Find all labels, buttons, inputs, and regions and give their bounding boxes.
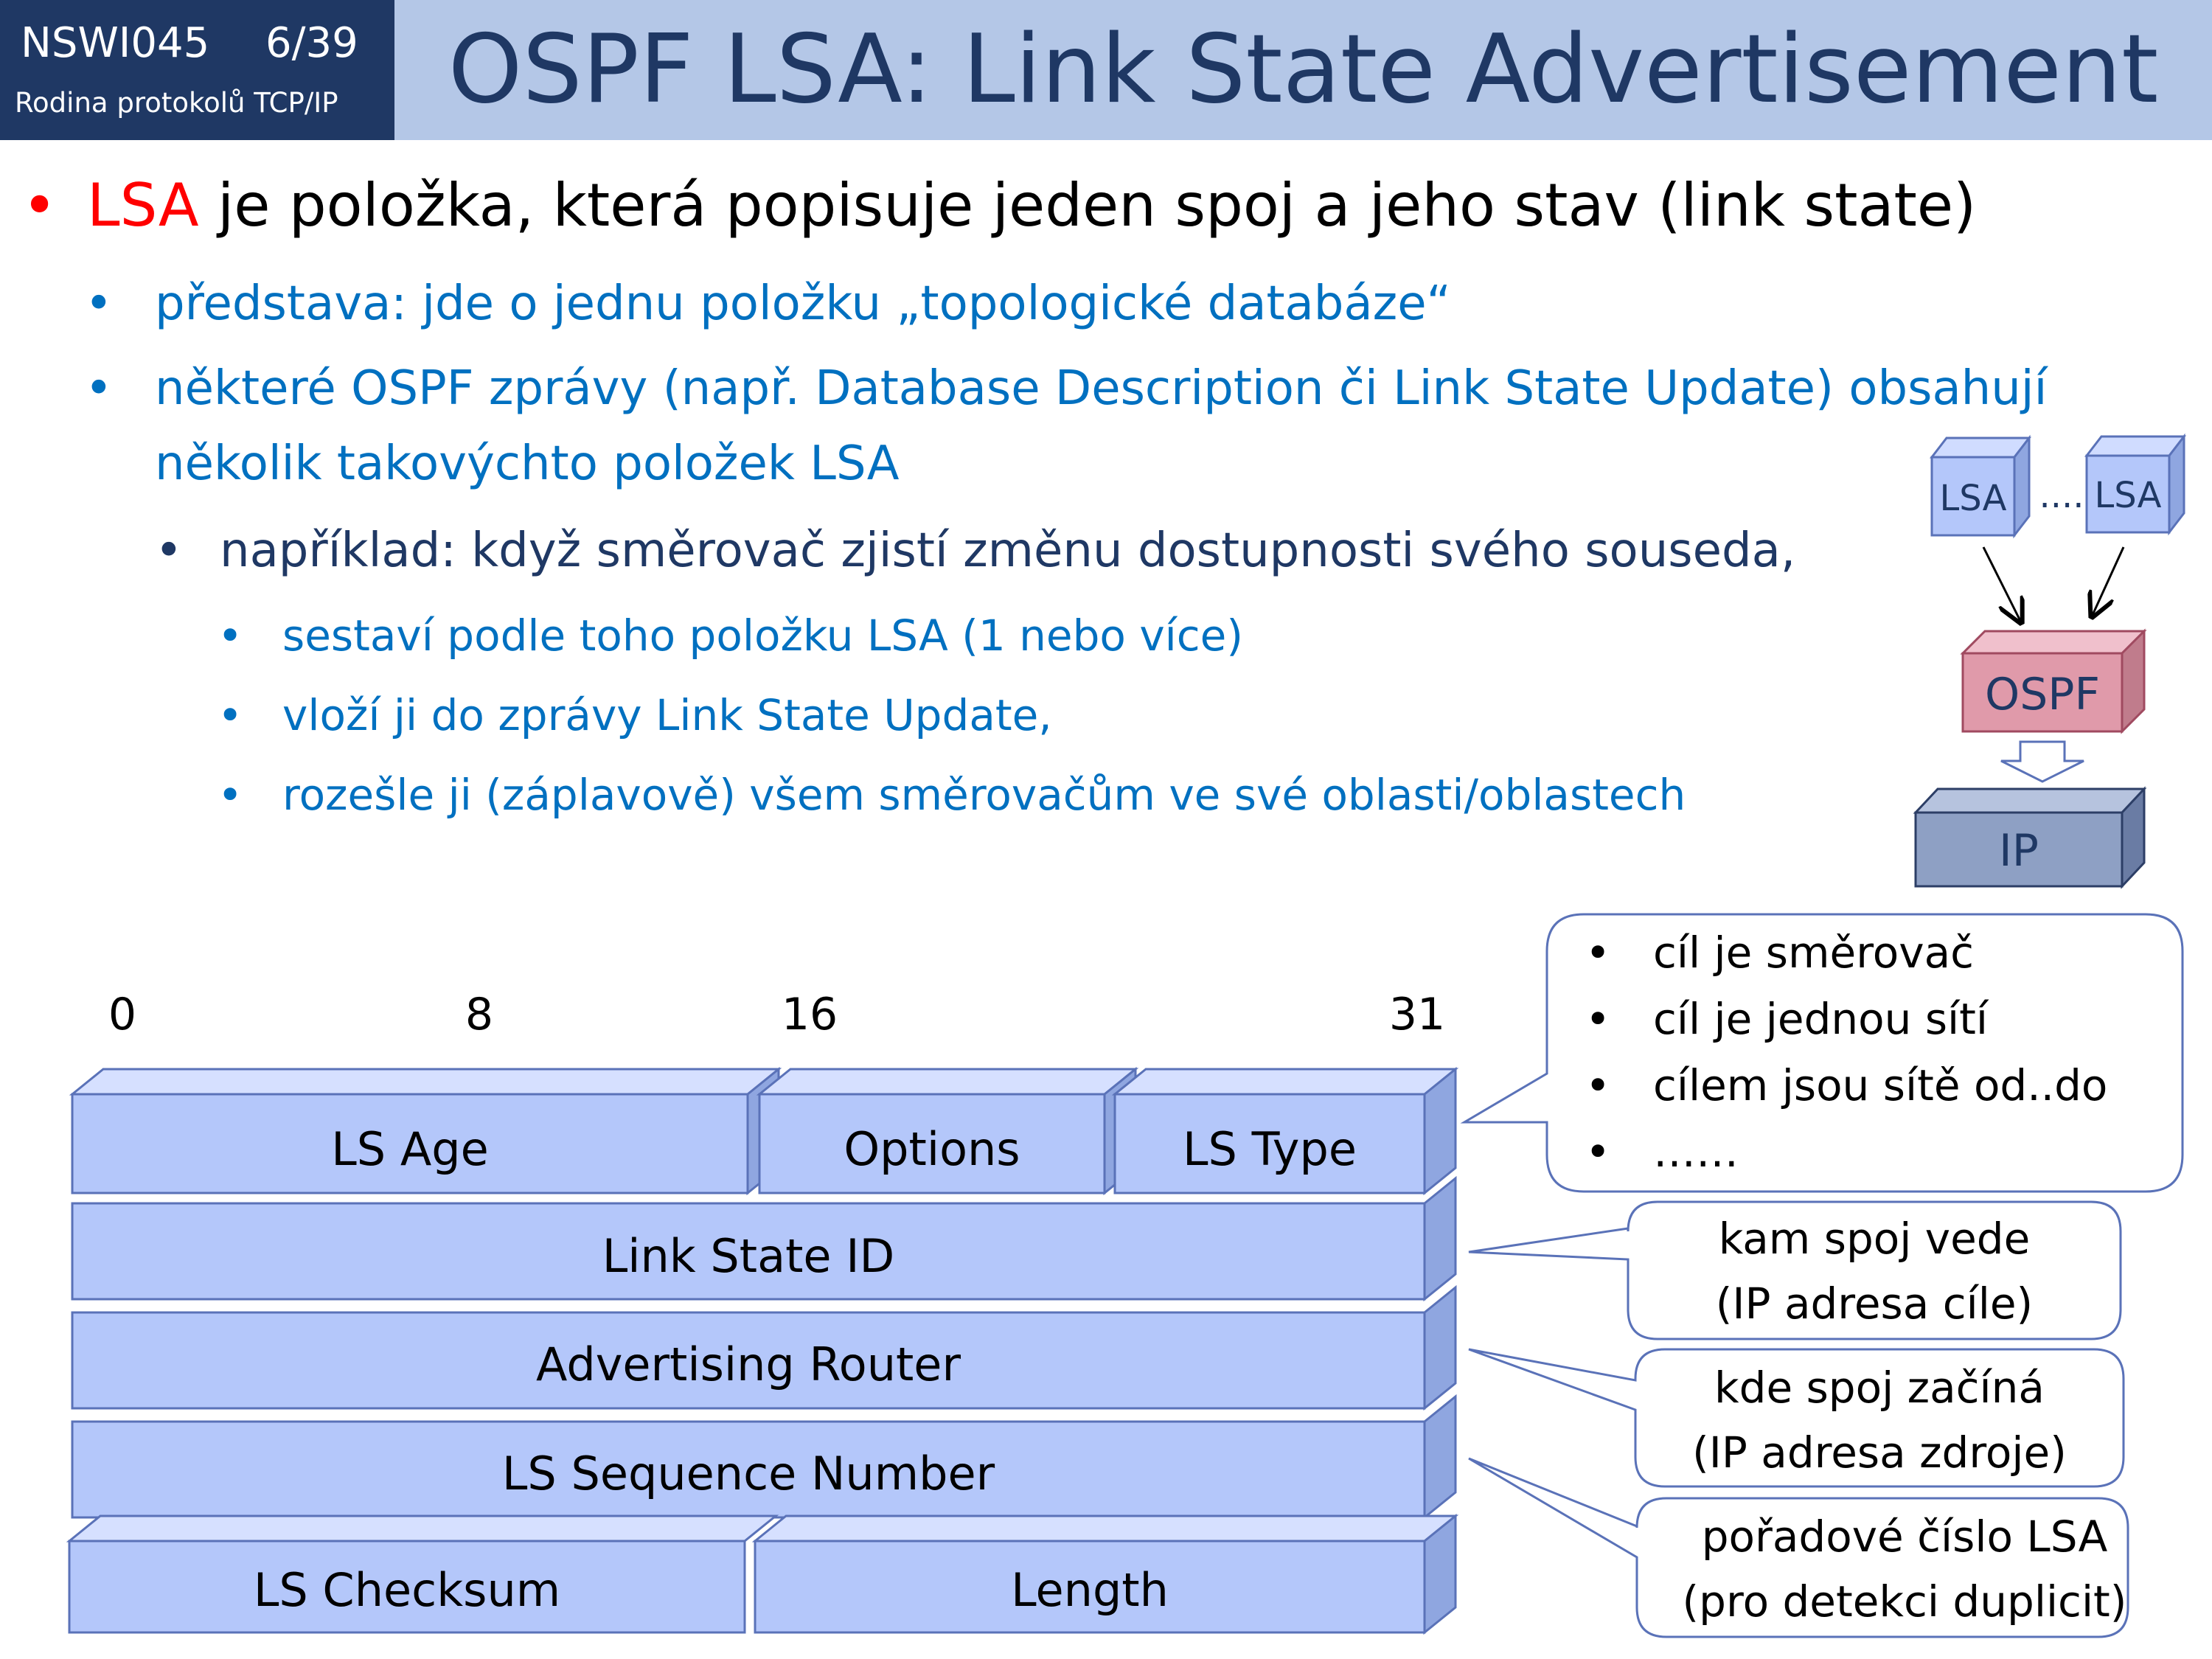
svg-text:(IP adresa zdroje): (IP adresa zdroje) — [1692, 1427, 2067, 1478]
lsa-box-left — [1932, 438, 2029, 535]
field-options — [759, 1069, 1135, 1193]
ip-label: IP — [1999, 825, 2039, 877]
callout-ls-type — [1464, 914, 2183, 1192]
bit-label-31: 31 — [1388, 989, 1446, 1040]
bullet-text: představa: jde o jednu položku „topologické databáze“ — [155, 276, 1451, 331]
bullet-text: je položka, která popisuje jeden spoj a jeho stav (link state) — [198, 171, 1977, 240]
field-length — [755, 1516, 1455, 1632]
lsa-highlight: LSA — [87, 171, 199, 240]
svg-text:•: • — [1585, 1127, 1611, 1177]
bullet-text: rozešle ji (záplavově) všem směrovačům ve své oblasti/oblastech — [282, 770, 1686, 820]
bullet-dot: • — [218, 770, 243, 820]
course-code: NSWI045 — [21, 19, 210, 67]
ospf-label: OSPF — [1984, 669, 2101, 720]
callout-advertising-router — [1469, 1349, 2124, 1486]
field-link-state-id — [72, 1178, 1455, 1299]
arrow-lsa-right-to-ospf — [2093, 547, 2124, 615]
svg-text:Advertising Router: Advertising Router — [536, 1338, 961, 1391]
course-subtitle: Rodina protokolů TCP/IP — [15, 87, 338, 119]
lsa-dots: .... — [2039, 475, 2084, 516]
bit-label-16: 16 — [781, 989, 838, 1040]
bullet-text: některé OSPF zprávy (např. Database Description či Link State Update) obsahují — [155, 361, 2048, 416]
ip-box — [1916, 789, 2144, 886]
bullet-dot: • — [22, 171, 58, 240]
field-ls-age — [72, 1069, 779, 1193]
svg-text:kde spoj začíná: kde spoj začíná — [1714, 1363, 2045, 1413]
bullet-text: například: když směrovač zjistí změnu dostupnosti svého souseda, — [220, 524, 1796, 578]
svg-text:(pro detekci duplicit): (pro detekci duplicit) — [1682, 1576, 2127, 1627]
callout-link-state-id — [1469, 1202, 2121, 1339]
svg-text:•: • — [1585, 1060, 1611, 1110]
bullet-dot: • — [218, 690, 243, 740]
svg-text:•: • — [1585, 994, 1611, 1044]
callout-type-item: cíl je jednou sítí — [1653, 994, 1989, 1044]
page-title: OSPF LSA: Link State Advertisement — [448, 15, 2159, 125]
bullet-continuation: několik takovýchto položek LSA — [155, 437, 900, 491]
bullet-text: sestaví podle toho položku LSA (1 nebo více) — [282, 611, 1243, 661]
callout-type-item: cíl je směrovač — [1653, 928, 1974, 978]
bullet-text: vloží ji do zprávy Link State Update, — [282, 690, 1052, 740]
bullet-dot: • — [155, 524, 183, 578]
svg-text:LS Age: LS Age — [331, 1122, 489, 1176]
bullet-dot: • — [85, 361, 113, 416]
lsa-label-right: LSA — [2094, 475, 2162, 516]
lsa-box-right — [2087, 437, 2184, 532]
callout-type-item: cílem jsou sítě od..do — [1653, 1060, 2108, 1110]
arrow-lsa-left-to-ospf — [1983, 547, 2020, 621]
svg-text:LS Type: LS Type — [1182, 1122, 1357, 1176]
bullet-dot: • — [85, 276, 113, 331]
svg-text:(IP adresa cíle): (IP adresa cíle) — [1715, 1279, 2034, 1329]
svg-text:LS Sequence Number: LS Sequence Number — [501, 1447, 995, 1500]
field-ls-sequence-number — [72, 1397, 1455, 1517]
svg-text:Options: Options — [844, 1122, 1020, 1176]
bit-label-0: 0 — [108, 989, 137, 1040]
svg-text:pořadové číslo LSA: pořadové číslo LSA — [1701, 1512, 2108, 1562]
bit-label-8: 8 — [465, 989, 494, 1040]
field-advertising-router — [72, 1287, 1455, 1408]
svg-text:Link State ID: Link State ID — [602, 1229, 895, 1283]
bullet-dot: • — [218, 611, 243, 661]
ospf-box — [1963, 631, 2144, 731]
field-ls-checksum — [69, 1516, 776, 1632]
svg-text:kam spoj vede: kam spoj vede — [1718, 1214, 2031, 1264]
callout-type-item: …… — [1653, 1127, 1739, 1177]
page-number: 6/39 — [265, 19, 358, 67]
svg-text:LS Checksum: LS Checksum — [253, 1563, 561, 1617]
lsa-label-left: LSA — [1939, 478, 2007, 519]
down-arrow-icon — [2001, 742, 2084, 782]
svg-text:•: • — [1585, 928, 1611, 978]
svg-text:Length: Length — [1011, 1563, 1169, 1617]
field-ls-type — [1115, 1069, 1455, 1193]
